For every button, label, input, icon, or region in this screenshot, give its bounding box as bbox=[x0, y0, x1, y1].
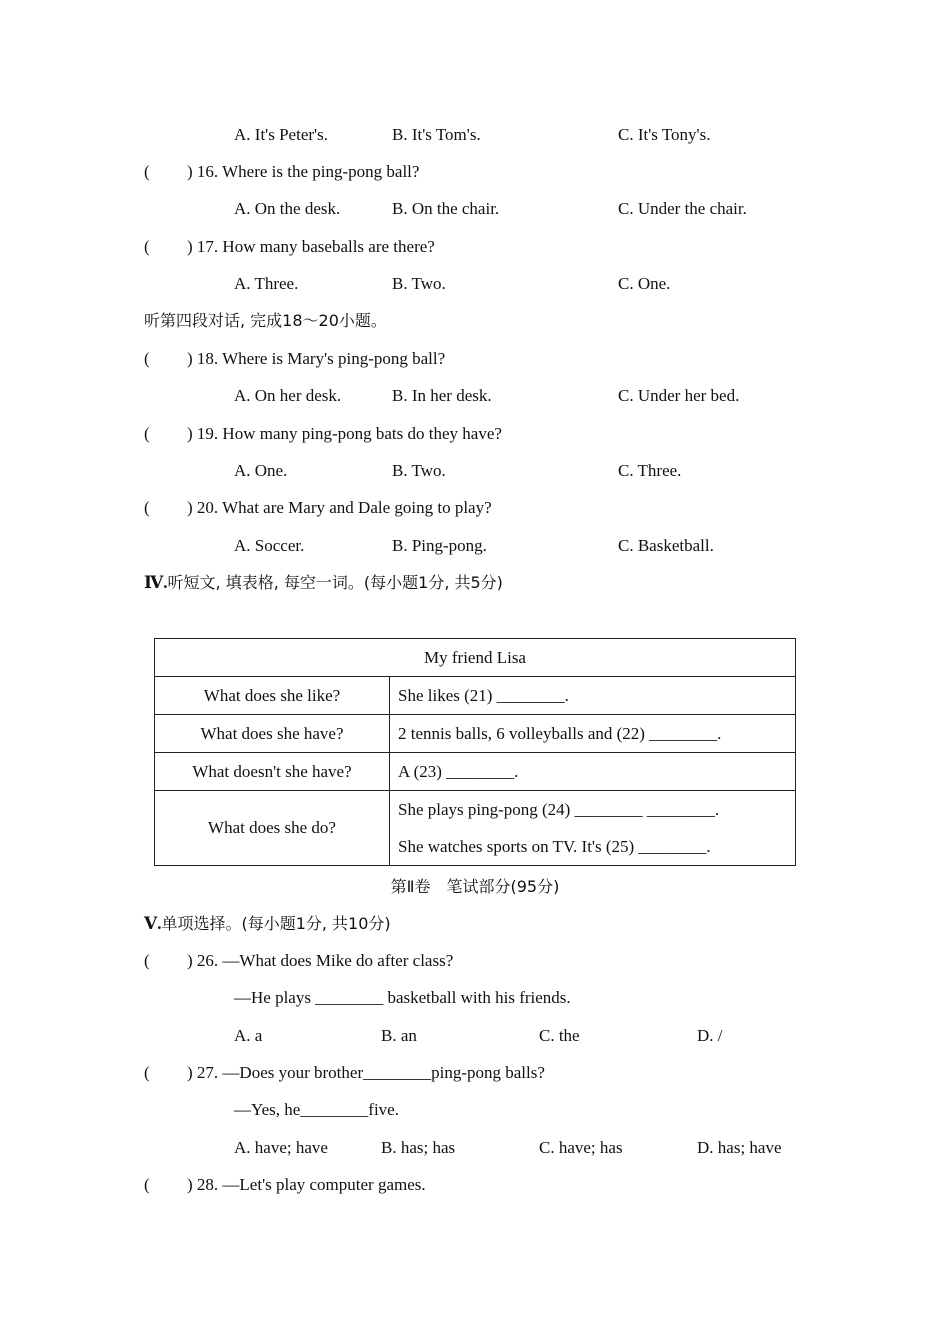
q18-paren: ( bbox=[144, 349, 150, 368]
section-iv-text: 听短文, 填表格, 每空一词。(每小题1分, 共5分) bbox=[167, 573, 503, 592]
table-answer-multi bbox=[390, 791, 796, 866]
section-v-number: Ⅴ. bbox=[144, 914, 162, 933]
q17-option-c: C. One. bbox=[618, 274, 671, 293]
q18-option-b: B. In her desk. bbox=[392, 386, 492, 405]
q16-question: ) 16. Where is the ping-pong ball? bbox=[187, 162, 420, 181]
q28-question: ) 28. —Let's play computer games. bbox=[187, 1175, 426, 1194]
table-row bbox=[155, 677, 796, 715]
table-row bbox=[155, 791, 796, 866]
q26-option-b: B. an bbox=[381, 1026, 417, 1045]
table-answer: She watches sports on TV. It's (25) ________. bbox=[398, 837, 711, 856]
q27-option-a: A. have; have bbox=[234, 1138, 328, 1157]
q27-option-c: C. have; has bbox=[539, 1138, 623, 1157]
q26-question: ) 26. —What does Mike do after class? bbox=[187, 951, 454, 970]
q19-option-a: A. One. bbox=[234, 461, 288, 480]
q16-paren: ( bbox=[144, 162, 150, 181]
q19-option-b: B. Two. bbox=[392, 461, 446, 480]
q16-option-c: C. Under the chair. bbox=[618, 199, 747, 218]
table-question: What doesn't she have? bbox=[155, 753, 390, 791]
q17-paren: ( bbox=[144, 237, 150, 256]
q19-question: ) 19. How many ping-pong bats do they have? bbox=[187, 424, 502, 443]
q26-paren: ( bbox=[144, 951, 150, 970]
q16-option-a: A. On the desk. bbox=[234, 199, 341, 218]
table-question: What does she have? bbox=[155, 715, 390, 753]
table-question: What does she do? bbox=[155, 791, 390, 866]
section-v-heading bbox=[144, 913, 391, 935]
q18-option-c: C. Under her bed. bbox=[618, 386, 740, 405]
q15-option-a: A. It's Peter's. bbox=[234, 125, 328, 144]
table-question: What does she like? bbox=[155, 677, 390, 715]
q17-option-a: A. Three. bbox=[234, 274, 299, 293]
table-answer: A (23) ________. bbox=[390, 753, 796, 791]
q15-option-b: B. It's Tom's. bbox=[392, 125, 481, 144]
table-answer: 2 tennis balls, 6 volleyballs and (22) ________. bbox=[390, 715, 796, 753]
table-answer: She likes (21) ________. bbox=[390, 677, 796, 715]
q27-paren: ( bbox=[144, 1063, 150, 1082]
table-answer: She plays ping-pong (24) ________ ________. bbox=[398, 800, 720, 819]
q17-question: ) 17. How many baseballs are there? bbox=[187, 237, 435, 256]
q18-question: ) 18. Where is Mary's ping-pong ball? bbox=[187, 349, 446, 368]
section-iv-heading bbox=[144, 572, 503, 594]
q15-option-c: C. It's Tony's. bbox=[618, 125, 711, 144]
q27-question: ) 27. —Does your brother________ping-pong balls? bbox=[187, 1063, 545, 1082]
section-v-text: 单项选择。(每小题1分, 共10分) bbox=[161, 914, 391, 933]
q19-paren: ( bbox=[144, 424, 150, 443]
q18-option-a: A. On her desk. bbox=[234, 386, 342, 405]
q26-option-a: A. a bbox=[234, 1026, 263, 1045]
q19-option-c: C. Three. bbox=[618, 461, 682, 480]
q26-option-d: D. / bbox=[697, 1026, 723, 1045]
q27-option-d: D. has; have bbox=[697, 1138, 782, 1157]
q28-paren: ( bbox=[144, 1175, 150, 1194]
q20-option-b: B. Ping-pong. bbox=[392, 536, 487, 555]
section-iv-number: Ⅳ. bbox=[144, 573, 168, 592]
q20-question: ) 20. What are Mary and Dale going to play? bbox=[187, 498, 492, 517]
table-row bbox=[155, 715, 796, 753]
q26-answer-line: —He plays ________ basketball with his friends. bbox=[234, 988, 571, 1007]
q27-answer-line: —Yes, he________five. bbox=[234, 1100, 399, 1119]
q27-option-b: B. has; has bbox=[381, 1138, 456, 1157]
table-row bbox=[155, 753, 796, 791]
q20-option-a: A. Soccer. bbox=[234, 536, 305, 555]
part-2-title: 第Ⅱ卷 笔试部分(95分) bbox=[390, 877, 560, 896]
section-dialogue-4-heading: 听第四段对话, 完成18～20小题。 bbox=[144, 311, 387, 330]
q20-paren: ( bbox=[144, 498, 150, 517]
q26-option-c: C. the bbox=[539, 1026, 580, 1045]
q17-option-b: B. Two. bbox=[392, 274, 446, 293]
table-title: My friend Lisa bbox=[155, 639, 796, 677]
lisa-table bbox=[154, 638, 796, 866]
q20-option-c: C. Basketball. bbox=[618, 536, 714, 555]
q16-option-b: B. On the chair. bbox=[392, 199, 500, 218]
